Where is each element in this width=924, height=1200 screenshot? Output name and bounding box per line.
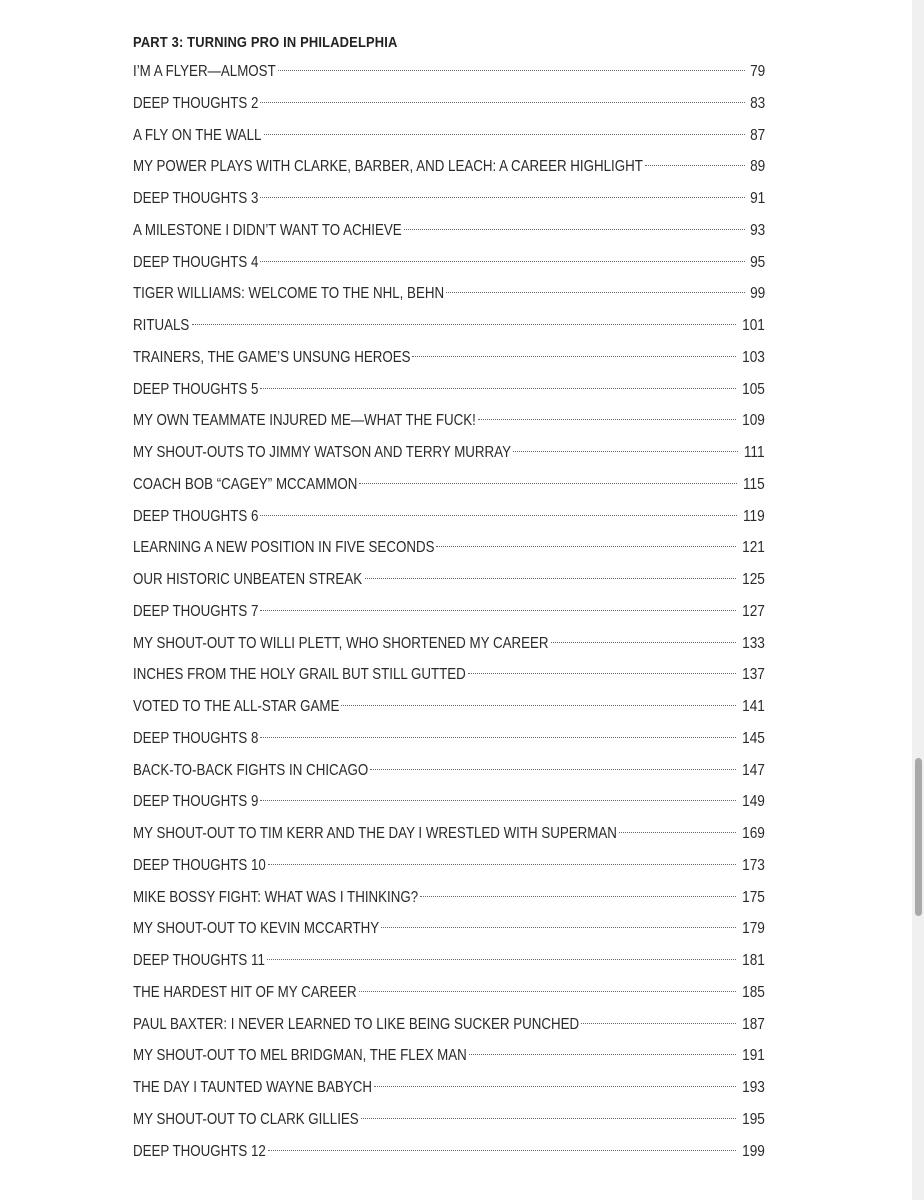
dot-leader (260, 197, 744, 198)
toc-entry-page-number: 93 (749, 221, 765, 239)
toc-entry (133, 501, 765, 533)
toc-entry-page-number: 173 (742, 856, 765, 874)
toc-entry-title: DEEP THOUGHTS 11 (133, 952, 265, 969)
toc-entry-page-number: 169 (742, 825, 765, 842)
toc-entry-page-number: 137 (742, 666, 765, 684)
dot-leader (551, 642, 736, 643)
dot-leader (468, 673, 736, 674)
toc-entry (133, 56, 765, 88)
toc-entry-page-number: 89 (749, 158, 765, 176)
toc-entry (133, 374, 765, 406)
toc-entry (133, 628, 765, 660)
toc-entry-page-number: 193 (742, 1079, 765, 1096)
toc-entry-title: THE DAY I TAUNTED WAYNE BABYCH (133, 1079, 372, 1096)
toc-entry-page-number: 109 (742, 412, 765, 430)
toc-entry (133, 1072, 765, 1104)
toc-entry (133, 215, 765, 247)
toc-entry-title: OUR HISTORIC UNBEATEN STREAK (133, 571, 363, 588)
toc-entry-page-number: 147 (742, 761, 765, 779)
toc-entry (133, 659, 765, 691)
toc-entry-page-number: 175 (742, 888, 765, 906)
toc-entry (133, 88, 765, 120)
vertical-scrollbar[interactable] (912, 0, 924, 1200)
toc-entry (133, 120, 765, 152)
toc-entry-page-number: 91 (749, 190, 765, 207)
toc-entry (133, 405, 765, 437)
toc-entry (133, 723, 765, 755)
toc-entry (133, 1136, 765, 1168)
toc-entry (133, 247, 765, 279)
toc-entry-title: PAUL BAXTER: I NEVER LEARNED TO LIKE BEING SUCKER PUNCHED (133, 1015, 580, 1033)
toc-entry (133, 596, 765, 628)
dot-leader (268, 864, 736, 865)
toc-entry (133, 691, 765, 723)
dot-leader (404, 229, 745, 230)
toc-entry-title: A MILESTONE I DIDN’T WANT TO ACHIEVE (133, 221, 402, 239)
dot-leader (370, 769, 736, 770)
toc-entry-title: MY SHOUT-OUT TO MEL BRIDGMAN, THE FLEX MAN (133, 1047, 467, 1065)
toc-entry-title: A FLY ON THE WALL (133, 126, 262, 144)
dot-leader (260, 388, 736, 389)
toc-entry-title: MY POWER PLAYS WITH CLARKE, BARBER, AND LEACH: A CAREER HIGHLIGHT (133, 158, 643, 176)
toc-entry-page-number: 99 (749, 285, 765, 303)
toc-entry-title: DEEP THOUGHTS 12 (133, 1142, 266, 1160)
toc-entry-title: TIGER WILLIAMS: WELCOME TO THE NHL, BEHN (133, 285, 445, 303)
toc-entry-title: THE HARDEST HIT OF MY CAREER (133, 983, 357, 1001)
toc-entry (133, 437, 765, 469)
dot-leader (260, 102, 744, 103)
toc-entry-title: MY SHOUT-OUTS TO JIMMY WATSON AND TERRY MURRAY (133, 444, 511, 461)
toc-entry-title: I’M A FLYER—ALMOST (133, 63, 276, 80)
toc-entry-page-number: 95 (749, 253, 765, 271)
toc-entry (133, 945, 765, 977)
dot-leader (260, 800, 736, 801)
toc-entry-page-number: 83 (749, 94, 765, 112)
dot-leader (260, 737, 736, 738)
toc-entry-title: MY SHOUT-OUT TO KEVIN MCCARTHY (133, 920, 380, 938)
dot-leader (260, 515, 737, 516)
toc-entry-page-number: 119 (743, 507, 765, 525)
toc-entry-title: DEEP THOUGHTS 6 (133, 507, 259, 525)
toc-entry (133, 1040, 765, 1072)
toc-entry (133, 913, 765, 945)
toc-entry-title: MY SHOUT-OUT TO WILLI PLETT, WHO SHORTENED MY CAREER (133, 634, 549, 652)
toc-entry (133, 755, 765, 787)
dot-leader (412, 356, 736, 357)
toc-entry-title: DEEP THOUGHTS 5 (133, 380, 259, 398)
toc-entry-title: VOTED TO THE ALL-STAR GAME (133, 698, 340, 715)
dot-leader (365, 578, 737, 579)
toc-entry-title: DEEP THOUGHTS 4 (133, 253, 259, 271)
dot-leader (192, 324, 736, 325)
toc-entry-page-number: 181 (742, 952, 765, 969)
toc-entry (133, 977, 765, 1009)
toc-entry-page-number: 111 (744, 444, 765, 461)
toc-entry (133, 882, 765, 914)
toc-entry-page-number: 195 (742, 1110, 765, 1128)
dot-leader (260, 261, 744, 262)
dot-leader (260, 610, 736, 611)
dot-leader (581, 1023, 736, 1024)
dot-leader (381, 927, 736, 928)
section-heading: PART 3: TURNING PRO IN PHILADELPHIA (133, 34, 398, 51)
toc-entry-page-number: 121 (742, 539, 765, 557)
dot-leader (267, 959, 736, 960)
toc-entry-title: DEEP THOUGHTS 8 (133, 729, 259, 747)
dot-leader (268, 1150, 736, 1151)
toc-entry-title: BACK-TO-BACK FIGHTS IN CHICAGO (133, 761, 369, 779)
toc-entry-page-number: 185 (742, 983, 765, 1001)
toc-entry-page-number: 179 (742, 920, 765, 938)
toc-entry-page-number: 199 (742, 1142, 765, 1160)
toc-entry (133, 342, 765, 374)
toc-entry-page-number: 125 (742, 571, 765, 588)
toc-entry-title: LEARNING A NEW POSITION IN FIVE SECONDS (133, 539, 435, 557)
dot-leader (374, 1086, 736, 1087)
toc-entry-page-number: 79 (749, 63, 765, 80)
toc-entry-title: COACH BOB “CAGEY” MCCAMMON (133, 475, 358, 493)
toc-entry-page-number: 141 (742, 698, 765, 715)
toc-entry (133, 278, 765, 310)
toc-entry-title: MY SHOUT-OUT TO TIM KERR AND THE DAY I WRESTLED WITH SUPERMAN (133, 825, 617, 842)
dot-leader (278, 70, 745, 71)
toc-entry-page-number: 145 (742, 729, 765, 747)
toc-entry (133, 1009, 765, 1041)
toc-entry-title: DEEP THOUGHTS 7 (133, 602, 259, 620)
toc-entry-title: RITUALS (133, 317, 190, 334)
toc-entry-title: MY OWN TEAMMATE INJURED ME—WHAT THE FUCK! (133, 412, 476, 430)
toc-entry-title: TRAINERS, THE GAME’S UNSUNG HEROES (133, 348, 411, 366)
dot-leader (513, 451, 739, 452)
toc-entry (133, 469, 765, 501)
toc-entry-list (133, 56, 765, 1167)
toc-entry (133, 850, 765, 882)
toc-entry-page-number: 133 (742, 634, 765, 652)
table-of-contents (133, 30, 765, 1167)
toc-entry-page-number: 103 (742, 348, 765, 366)
toc-entry (133, 183, 765, 215)
dot-leader (645, 165, 745, 166)
dot-leader (264, 134, 745, 135)
dot-leader (619, 832, 737, 833)
toc-entry-title: DEEP THOUGHTS 10 (133, 856, 266, 874)
toc-entry (133, 786, 765, 818)
toc-entry-title: MY SHOUT-OUT TO CLARK GILLIES (133, 1110, 359, 1128)
toc-entry-page-number: 115 (743, 475, 765, 493)
dot-leader (359, 483, 737, 484)
toc-entry-page-number: 105 (742, 380, 765, 398)
dot-leader (478, 419, 737, 420)
toc-entry (133, 818, 765, 850)
toc-entry-title: DEEP THOUGHTS 2 (133, 94, 259, 112)
toc-entry (133, 532, 765, 564)
dot-leader (341, 705, 736, 706)
toc-entry-title: MIKE BOSSY FIGHT: WHAT WAS I THINKING? (133, 888, 419, 906)
toc-entry-title: DEEP THOUGHTS 9 (133, 793, 259, 811)
toc-entry-page-number: 101 (742, 317, 765, 334)
toc-entry-page-number: 127 (742, 602, 765, 620)
toc-entry-page-number: 149 (742, 793, 765, 811)
toc-entry (133, 564, 765, 596)
toc-entry-title: INCHES FROM THE HOLY GRAIL BUT STILL GUTTED (133, 666, 466, 684)
toc-entry (133, 310, 765, 342)
toc-entry (133, 151, 765, 183)
dot-leader (420, 896, 736, 897)
scrollbar-thumb[interactable] (915, 758, 922, 916)
toc-entry-page-number: 187 (742, 1015, 765, 1033)
dot-leader (436, 546, 736, 547)
toc-entry-page-number: 87 (749, 126, 765, 144)
toc-entry-title: DEEP THOUGHTS 3 (133, 190, 259, 207)
dot-leader (361, 1118, 736, 1119)
dot-leader (359, 991, 736, 992)
toc-entry (133, 1104, 765, 1136)
dot-leader (446, 292, 745, 293)
dot-leader (469, 1054, 736, 1055)
toc-entry-page-number: 191 (742, 1047, 765, 1065)
